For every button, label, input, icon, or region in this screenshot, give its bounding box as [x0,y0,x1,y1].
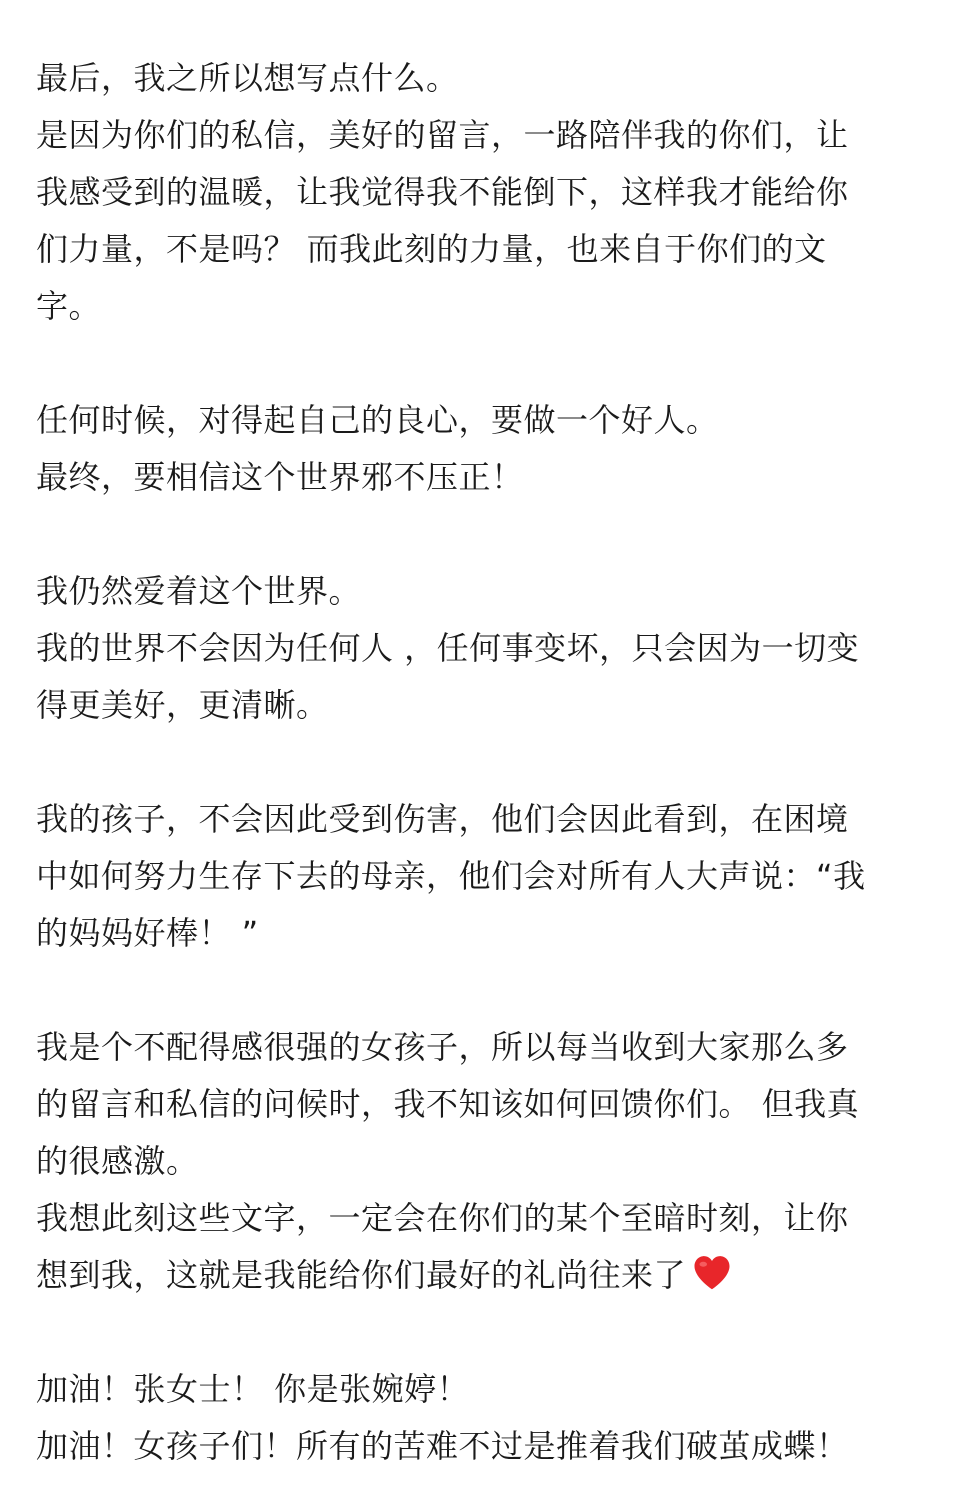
paragraph-1 [36,50,924,335]
text-line: 我想此刻这些文字，一定会在你们的某个至暗时刻，让你 [36,1199,849,1237]
paragraph-3 [36,563,924,734]
paragraph-4 [36,791,924,962]
text-line: 中如何努力生存下去的母亲，他们会对所有人大声说：“我 [36,857,866,895]
text-line: 是因为你们的私信，美好的留言，一路陪伴我的你们，让 [36,116,849,154]
text-line: 我的世界不会因为任何人 ，任何事变坏，只会因为一切变 [36,629,860,667]
text-line: 字。 [36,287,102,325]
text-line: 我的孩子，不会因此受到伤害，他们会因此看到，在困境 [36,800,849,838]
red-heart-icon [692,1253,732,1293]
text-line: 任何时候，对得起自己的良心，要做一个好人。 [36,401,719,439]
text-line: 我是个不配得感很强的女孩子，所以每当收到大家那么多 [36,1028,849,1066]
text-line: 加油！张女士！ 你是张婉婷！ [36,1370,470,1408]
paragraph-2 [36,392,924,506]
text-line: 的妈妈好棒！ ” [36,914,259,952]
paragraph-6 [36,1361,924,1475]
text-line: 加油！女孩子们！所有的苦难不过是推着我们破茧成蝶！ [36,1427,849,1465]
text-line: 的留言和私信的问候时，我不知该如何回馈你们。 但我真 [36,1085,860,1123]
text-line: 得更美好，更清晰。 [36,686,329,724]
paragraph-5 [36,1019,924,1304]
text-line: 我感受到的温暖，让我觉得我不能倒下，这样我才能给你 [36,173,849,211]
text-line: 我仍然爱着这个世界。 [36,572,362,610]
text-line: 最后，我之所以想写点什么。 [36,59,459,97]
text-line-with-heart [36,1247,924,1304]
text-line: 们力量，不是吗？ 而我此刻的力量，也来自于你们的文 [36,230,827,268]
text-line: 想到我，这就是我能给你们最好的礼尚往来了 [36,1256,687,1294]
text-line: 的很感激。 [36,1142,199,1180]
text-line: 最终，要相信这个世界邪不压正！ [36,458,524,496]
